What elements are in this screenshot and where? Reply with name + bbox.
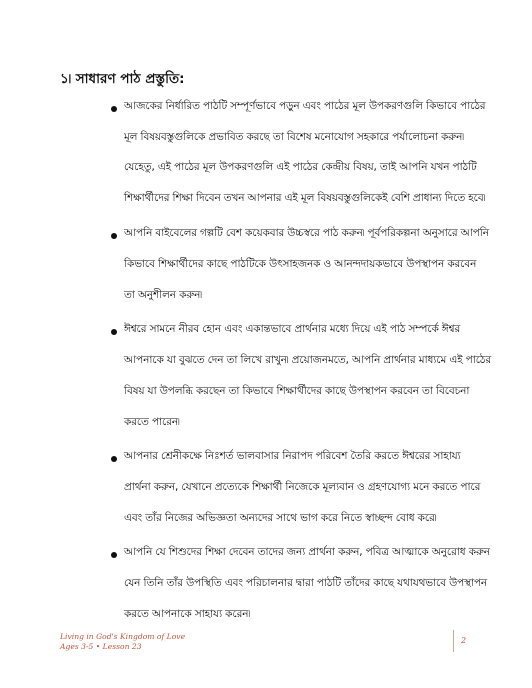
bullet-marker: [111, 233, 117, 239]
footer: [60, 632, 185, 652]
section-heading: ১৷ সাধারণ পাঠ প্রস্তুতি:: [60, 71, 185, 87]
text-line: ঈশ্বরে সামনে নীরব হোন এবং একান্তভাবে প্রার্থনার মধ্যে দিয়ে এই পাঠ সম্পর্কে ঈশ্বর: [124, 323, 461, 335]
text-line: তা অনুশীলন করুন৷: [124, 289, 202, 301]
text-line: মূল বিষয়বস্তুগুলিকে প্রভাবিত করছে তা বিশেষ মনোযোগ সহকারে পর্যালোচনা করুন৷: [124, 131, 464, 143]
footer-title: Living in God's Kingdom of Love: [60, 632, 186, 641]
text-line: আপনার শ্রেনীকক্ষে নিঃশর্ত ভালবাসার নিরাপদ পরিবেশ তৈরি করতে ঈশ্বরের সাহায্য: [124, 450, 461, 462]
text-line: করতে পারেন৷: [124, 416, 180, 428]
text-line: করতে আপনাকে সাহায্য করেন৷: [124, 608, 250, 620]
footer-divider: [453, 630, 454, 652]
text-line: প্রার্থনা করুন, যেখানে প্রত্যেকে শিক্ষার্থী নিজেকে মূল্যবান ও গ্রহণযোগ্য মনে করতে পারে: [124, 481, 481, 493]
text-line: যেহেতু, এই পাঠের মূল উপকরণগুলি এই পাঠের কেন্দ্রীয় বিষয়, তাই আপনি যখন পাঠটি: [124, 161, 477, 173]
text-line: আজকের নির্ধারিত পাঠটি সম্পূর্ণভাবে পড়ুন এবং পাঠের মূল উপকরণগুলি কিভাবে পাঠের: [124, 100, 486, 112]
text-line: শিক্ষার্থীদের শিক্ষা দিবেন তখন আপনার এই মূল বিষয়বস্তুগুলিকেই বেশি প্রাধান্য দিতে হবে৷: [124, 192, 486, 204]
page-number: 2: [461, 636, 467, 645]
footer-subtitle: Ages 3-5 • Lesson 23: [60, 642, 142, 651]
bullet-marker: [111, 456, 117, 462]
text-line: এবং তাঁর নিজের অভিজ্ঞতা অন্যদের সাথে ভাগ করে নিতে স্বাচ্ছন্দ বোধ করে৷: [124, 512, 437, 524]
text-line: বিষয় যা উপলব্ধি করছেন তা কিভাবে শিক্ষার্থীদের কাছে উপস্থাপন করবেন তা বিবেচনা: [124, 385, 470, 397]
text-line: আপনি যে শিশুদের শিক্ষা দেবেন তাদের জন্য প্রার্থনা করুন, পবিত্র আত্মাকে অনুরোধ করুন: [124, 546, 490, 558]
text-line: আপনাকে যা বুঝতে দেন তা লিখে রাখুন৷ প্রয়োজনমতে, আপনি প্রার্থনার মাধ্যমে এই পাঠের: [124, 354, 491, 366]
text-line: যেন তিনি তাঁর উপস্থিতি এবং পরিচালনার দ্বারা পাঠটি তাঁদের কাছে যথাযথভাবে উপস্থাপন: [124, 577, 488, 589]
bullet-marker: [111, 106, 117, 112]
bullet-marker: [111, 552, 117, 558]
text-line: আপনি বাইবেলের গল্পটি বেশ কয়েকবার উচ্চস্বরে পাঠ করুন৷ পূর্বপরিকল্পনা অনুসারে আপনি: [124, 227, 489, 239]
bullet-marker: [111, 329, 117, 335]
text-line: কিভাবে শিক্ষার্থীদের কাছে পাঠটিকে উৎসাহজনক ও আনন্দদায়কভাবে উপস্থাপন করবেন: [124, 258, 477, 270]
